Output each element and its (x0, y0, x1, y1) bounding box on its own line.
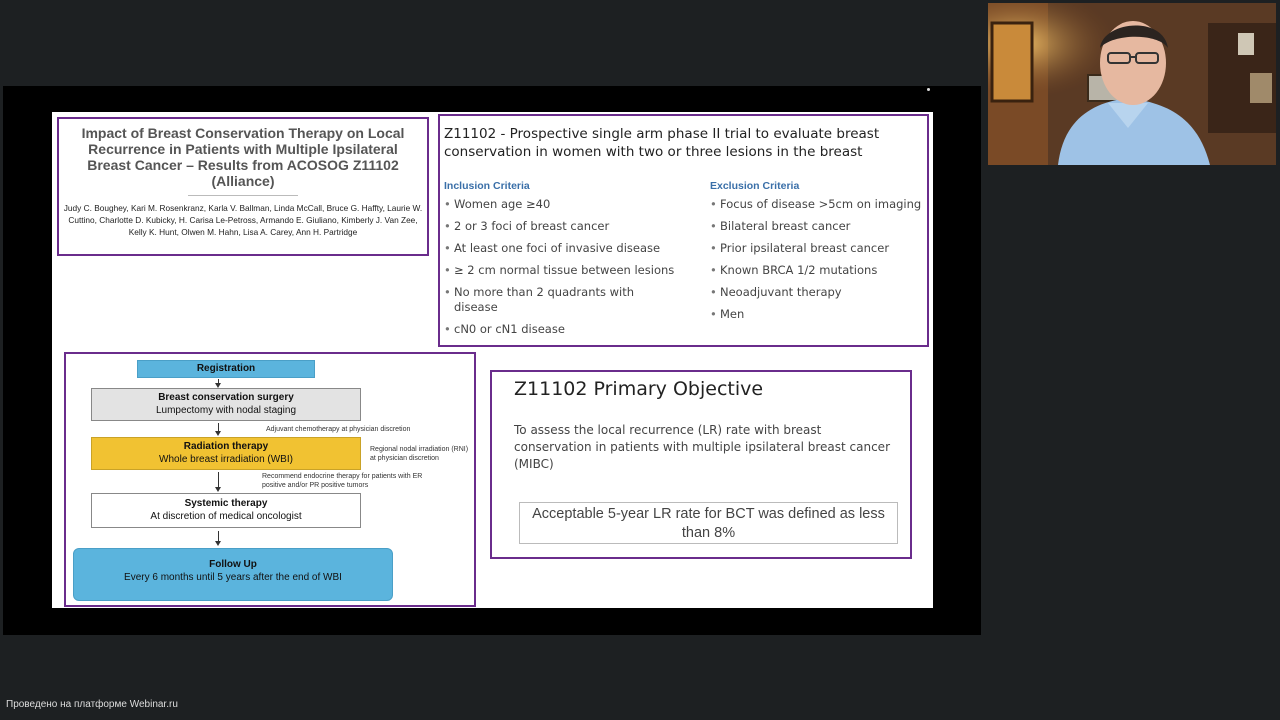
list-item: • Neoadjuvant therapy (710, 285, 930, 300)
flow-arrow (218, 531, 219, 542)
flow-systemic-sub: At discretion of medical oncologist (150, 511, 302, 522)
title-box (57, 117, 429, 256)
flow-arrow (218, 472, 219, 488)
presentation-slide (52, 112, 933, 608)
list-item: • Women age ≥40 (444, 197, 689, 212)
flow-followup-sub: Every 6 months until 5 years after the end of WBI (124, 572, 342, 583)
list-item: • Bilateral breast cancer (710, 219, 930, 234)
authors-list: Judy C. Boughey, Kari M. Rosenkranz, Karla V. Ballman, Linda McCall, Bruce G. Haffty, Laurie W. Cuttino, Charlotte D. Kubicky, H. Carisa Le-Petross, Armando E. Giuliano, Kimberly J. Van Zee, Kelly K. Hunt, Olwen M. Hahn, Lisa A. Carey, Ann H. Partridge (63, 203, 423, 237)
cursor-dot (927, 88, 930, 91)
primary-objective-box (490, 370, 912, 559)
slide-title: Impact of Breast Conservation Therapy on Local Recurrence in Patients with Multiple Ipsilateral Breast Cancer – Results from ACOSOG Z11102 (Alliance) (81, 125, 405, 189)
inclusion-title: Inclusion Criteria (444, 180, 530, 192)
flow-radiation-title: Radiation therapy (183, 441, 269, 452)
flow-surgery (91, 388, 361, 421)
flow-arrow (218, 423, 219, 432)
flow-radiation (91, 437, 361, 470)
inclusion-criteria (444, 180, 689, 344)
objective-title: Z11102 Primary Objective (514, 378, 764, 400)
acceptable-rate-box: Acceptable 5-year LR rate for BCT was defined as less than 8% (519, 502, 898, 544)
list-item: • Prior ipsilateral breast cancer (710, 241, 930, 256)
flow-registration: Registration (137, 360, 315, 378)
platform-footer: Проведено на платформе Webinar.ru (0, 696, 184, 714)
exclusion-list (710, 197, 930, 322)
flow-followup-title: Follow Up (209, 559, 257, 570)
flow-arrow (218, 379, 219, 384)
rni-note: Regional nodal irradiation (RNI) at physician discretion (370, 446, 469, 462)
list-item: • cN0 or cN1 disease (444, 322, 689, 337)
flow-followup (73, 548, 393, 601)
list-item: • 2 or 3 foci of breast cancer (444, 219, 689, 234)
inclusion-list (444, 197, 689, 337)
flow-surgery-title: Breast conservation surgery (158, 392, 294, 403)
flow-systemic (91, 493, 361, 528)
list-item: • ≥ 2 cm normal tissue between lesions (444, 263, 689, 278)
presenter-webcam (988, 3, 1276, 165)
flow-radiation-sub: Whole breast irradiation (WBI) (159, 454, 293, 465)
presenter-video-image (988, 3, 1276, 165)
list-item: • At least one foci of invasive disease (444, 241, 689, 256)
study-flow-diagram (64, 352, 476, 607)
flow-surgery-sub: Lumpectomy with nodal staging (155, 405, 297, 416)
list-item: • Known BRCA 1/2 mutations (710, 263, 930, 278)
objective-description: To assess the local recurrence (LR) rate with breast conservation in patients with multiple ipsilateral breast cancer (MIBC) (514, 423, 890, 471)
exclusion-title: Exclusion Criteria (710, 180, 800, 192)
exclusion-criteria (710, 180, 930, 329)
list-item: • No more than 2 quadrants with disease (444, 285, 649, 315)
list-item: • Men (710, 307, 930, 322)
flow-systemic-title: Systemic therapy (184, 498, 268, 509)
trial-criteria-box (438, 114, 929, 347)
trial-heading: Z11102 - Prospective single arm phase II trial to evaluate breast conservation in women with two or three lesions in the breast (444, 126, 880, 160)
list-item: • Focus of disease >5cm on imaging (710, 197, 930, 212)
chemo-note: Adjuvant chemotherapy at physician discretion (266, 426, 411, 433)
endocrine-note: Recommend endocrine therapy for patients with ER positive and/or PR positive tumors (262, 473, 423, 489)
